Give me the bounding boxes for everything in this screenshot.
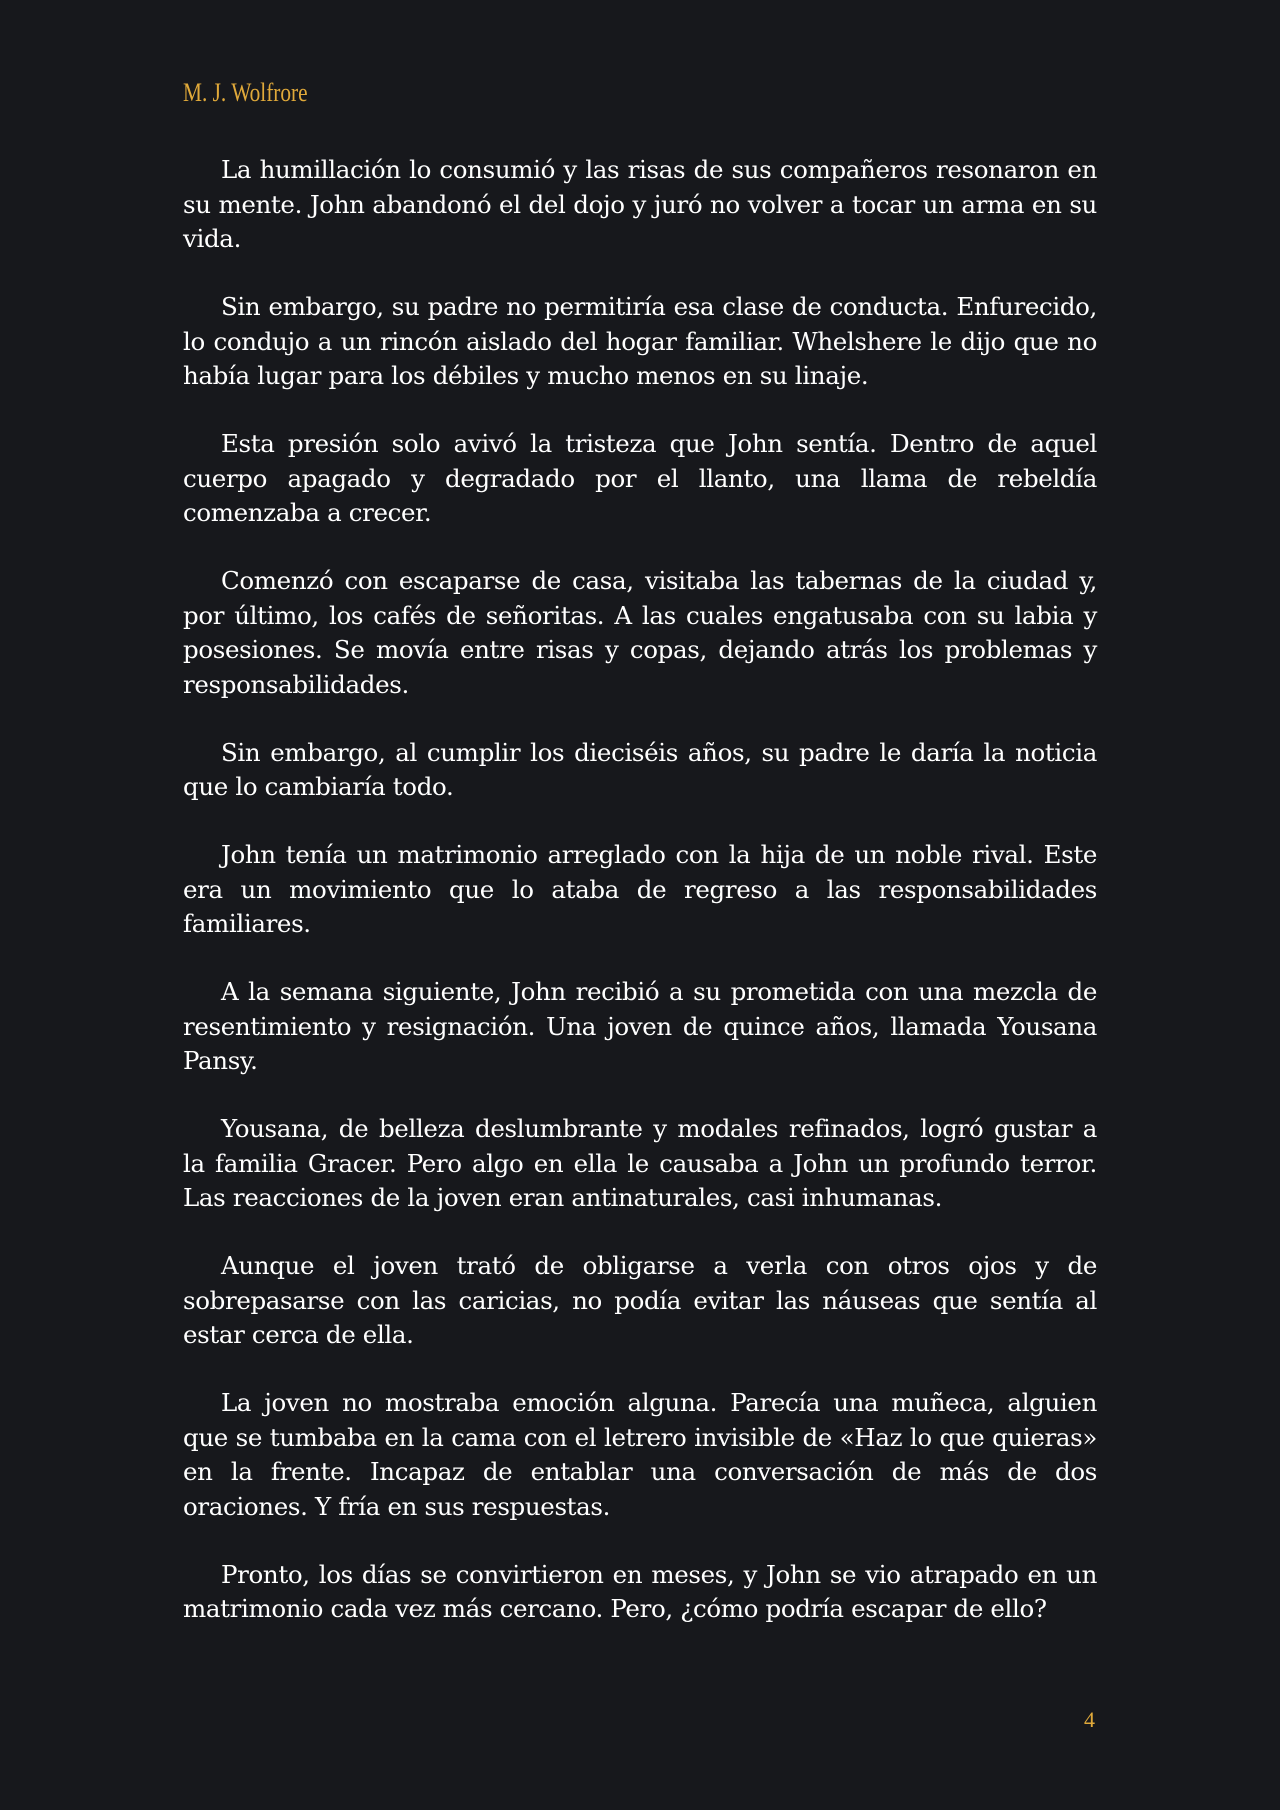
paragraph: Sin embargo, su padre no permitiría esa clase de conducta. Enfurecido, lo condujo a un rincón aislado del hogar familiar. Whelshere le dijo que no había lugar para los débiles y mucho menos en su linaje. bbox=[183, 292, 1097, 390]
paragraph: La joven no mostraba emoción alguna. Parecía una muñeca, alguien que se tumbaba en la cama con el letrero invisible de «Haz lo que quieras» en la frente. Incapaz de entablar una conversación de más de dos oraciones. Y fría en sus respuestas. bbox=[183, 1388, 1097, 1521]
paragraph: Aunque el joven trató de obligarse a verla con otros ojos y de sobrepasarse con las caricias, no podía evitar las náuseas que sentía al estar cerca de ella. bbox=[183, 1251, 1097, 1349]
paragraph: Comenzó con escaparse de casa, visitaba las tabernas de la ciudad y, por último, los cafés de señoritas. A las cuales engatusaba con su labia y posesiones. Se movía entre risas y copas, dejando atrás los problemas y responsabilidades. bbox=[183, 566, 1097, 699]
paragraph: A la semana siguiente, John recibió a su prometida con una mezcla de resentimiento y resignación. Una joven de quince años, llamada Yousana Pansy. bbox=[183, 977, 1097, 1075]
paragraph: Yousana, de belleza deslumbrante y modales refinados, logró gustar a la familia Gracer. Pero algo en ella le causaba a John un profundo terror. Las reacciones de la joven eran antinaturales, casi inhumanas. bbox=[183, 1114, 1097, 1212]
paragraph: Sin embargo, al cumplir los dieciséis años, su padre le daría la noticia que lo cambiaría todo. bbox=[183, 737, 1097, 801]
paragraph: John tenía un matrimonio arreglado con la hija de un noble rival. Este era un movimiento que lo ataba de regreso a las responsabilidades familiares. bbox=[183, 840, 1097, 938]
page-number: 4 bbox=[1084, 1707, 1095, 1732]
paragraph: Esta presión solo avivó la tristeza que John sentía. Dentro de aquel cuerpo apagado y degradado por el llanto, una llama de rebeldía comenzaba a crecer. bbox=[183, 429, 1097, 527]
running-head-author: M. J. Wolfrore bbox=[183, 78, 308, 107]
paragraph: Pronto, los días se convirtieron en meses, y John se vio atrapado en un matrimonio cada vez más cercano. Pero, ¿cómo podría escapar de ello? bbox=[183, 1559, 1097, 1623]
body-text bbox=[183, 153, 1097, 1660]
paragraph: La humillación lo consumió y las risas de sus compañeros resonaron en su mente. John abandonó el del dojo y juró no volver a tocar un arma en su vida. bbox=[183, 155, 1097, 253]
